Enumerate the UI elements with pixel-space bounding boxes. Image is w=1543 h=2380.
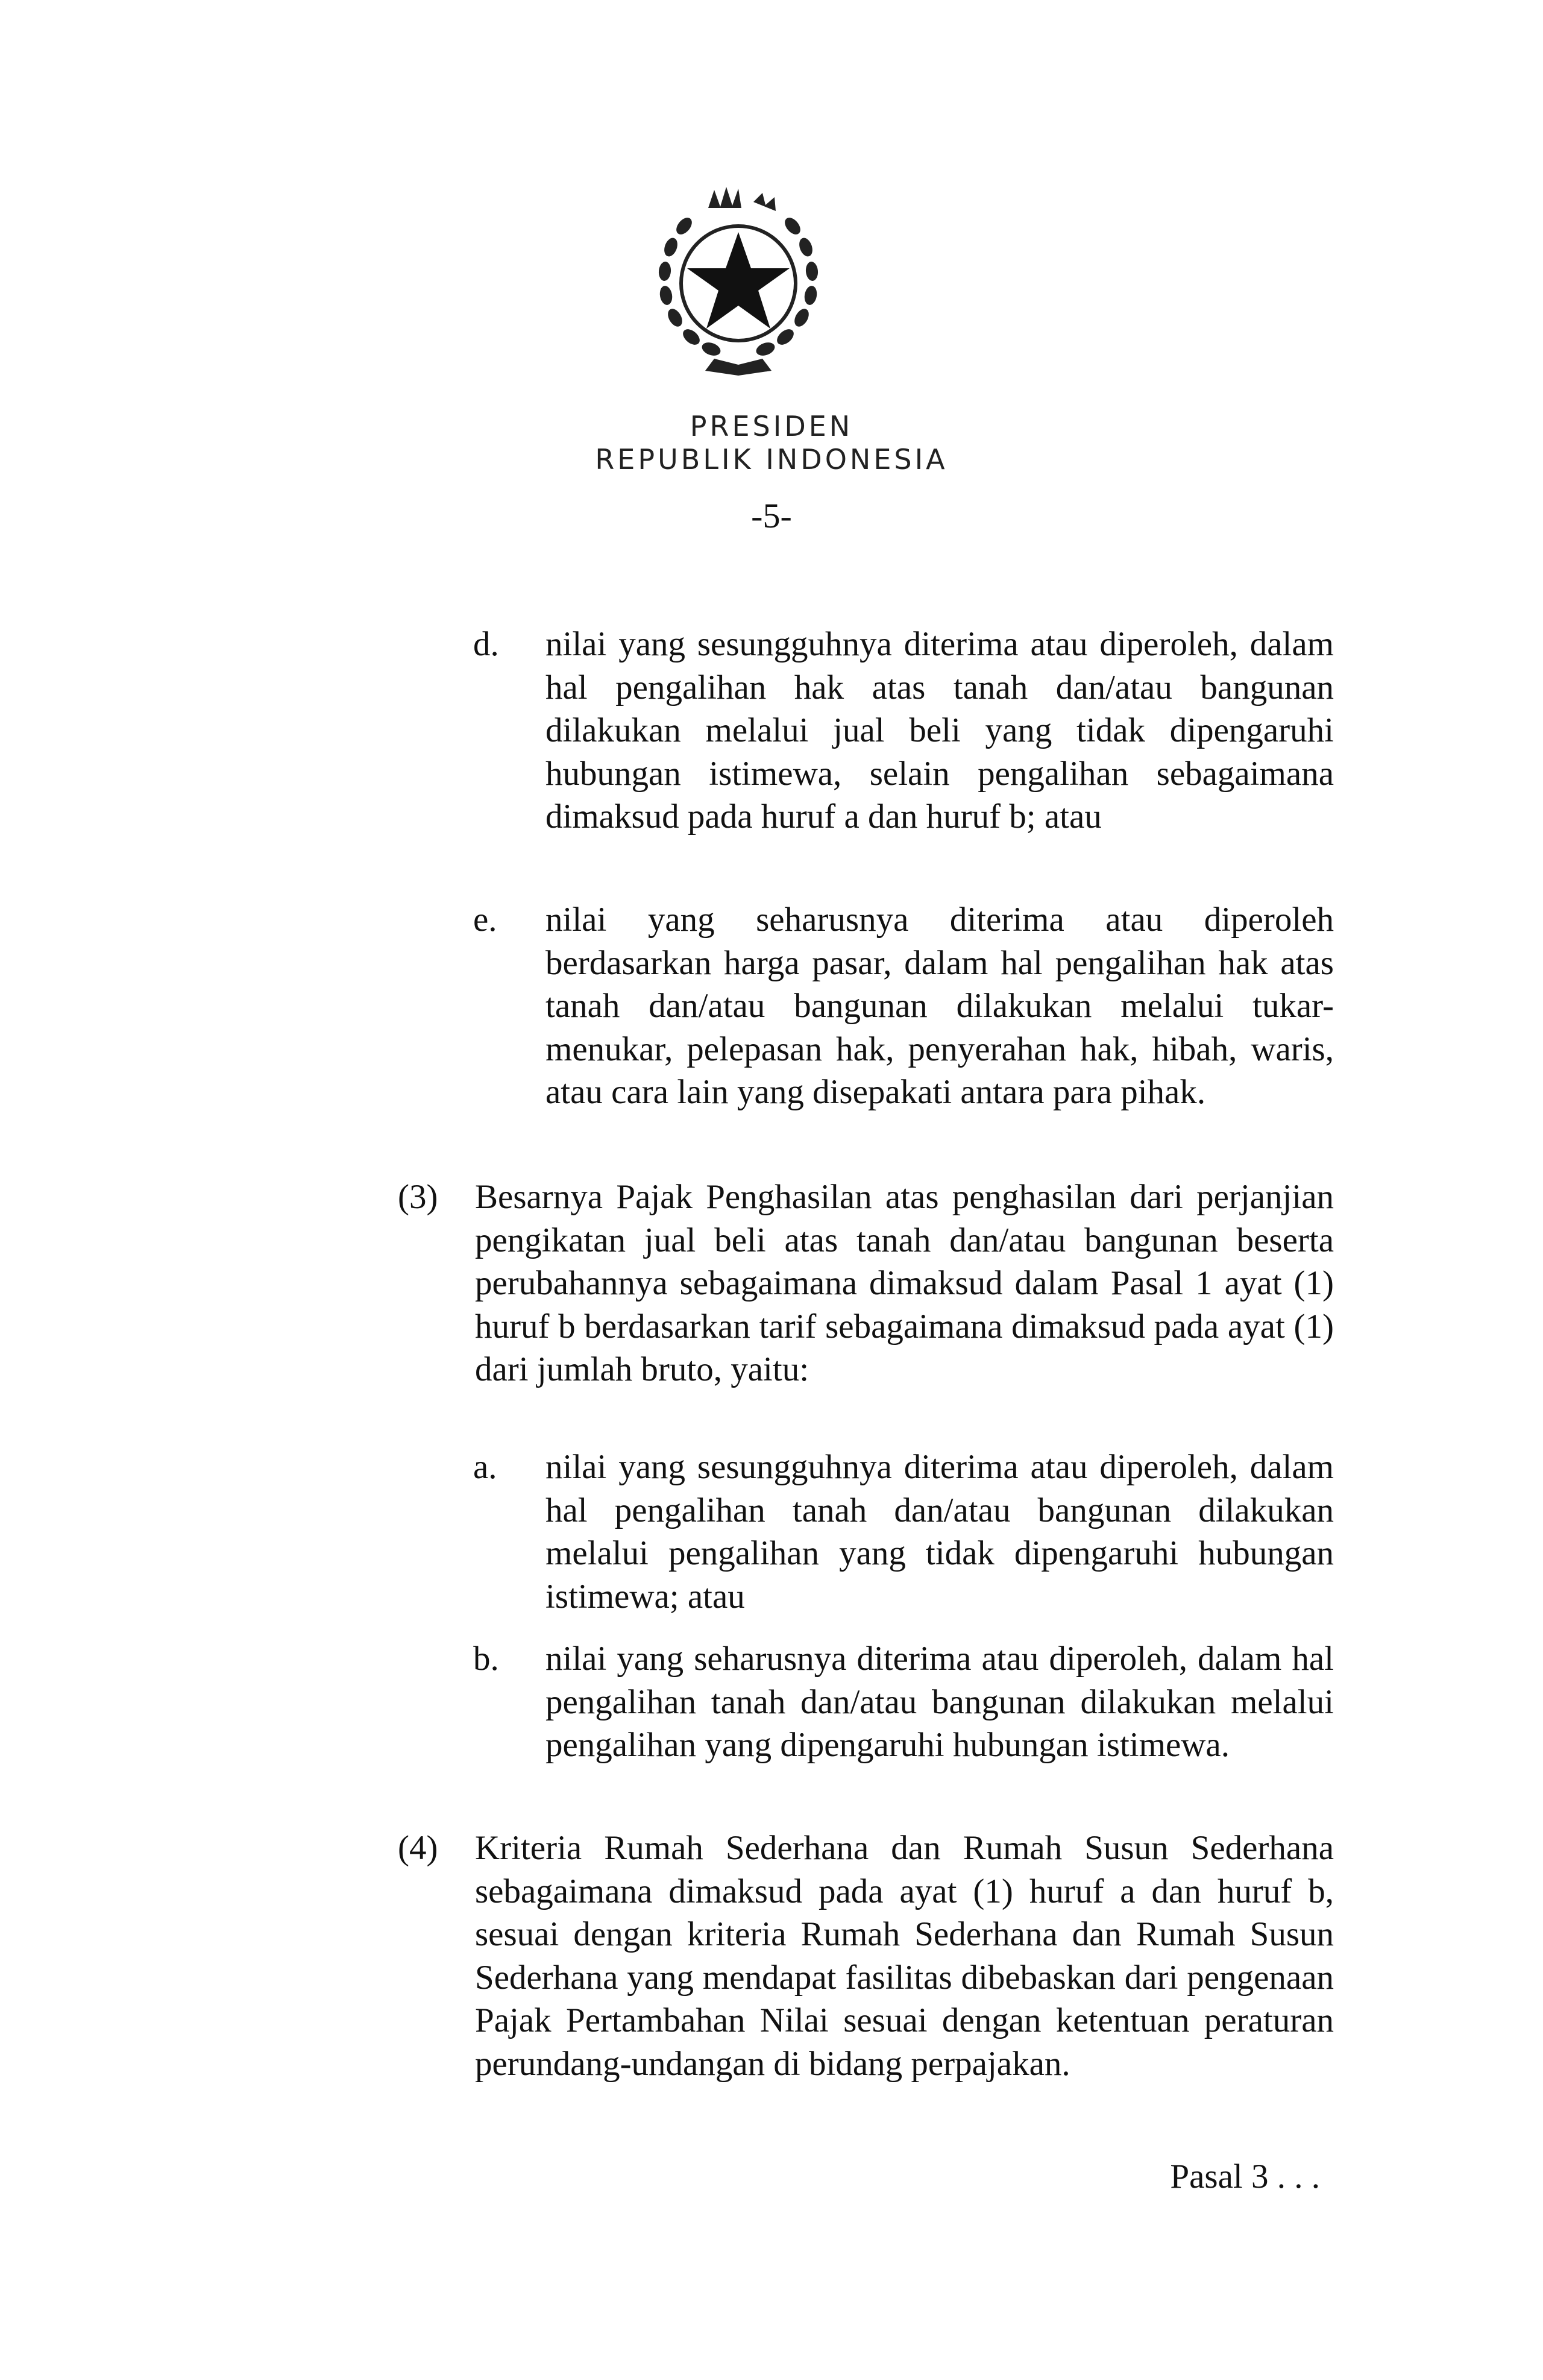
list-item-e [473,898,1334,1114]
list-item-text: nilai yang seharusnya diterima atau diperoleh berdasarkan harga pasar, dalam hal pengalihan hak atas tanah dan/atau bangunan dilakukan melalui tukar-menukar, pelepasan hak, penyerahan hak, hibah, waris, atau cara lain yang disepakati antara para pihak. [545,901,1334,1111]
list-item-a [473,1446,1334,1618]
ayat-marker: (3) [398,1178,438,1216]
garuda-star-emblem-icon [642,184,835,383]
list-marker: a. [473,1448,497,1486]
list-marker: d. [473,625,499,663]
header-presiden: PRESIDEN [690,410,853,442]
list-marker: e. [473,901,497,939]
page-number: -5- [751,496,792,535]
list-item-text: nilai yang seharusnya diterima atau diperoleh, dalam hal pengalihan tanah dan/atau bangunan dilakukan melalui pengalihan yang dipengaruhi hubungan istimewa. [545,1640,1334,1764]
ayat-text: Besarnya Pajak Penghasilan atas penghasilan dari perjanjian pengikatan jual beli atas tanah dan/atau bangunan beserta perubahannya sebagaimana dimaksud dalam Pasal 1 ayat (1) huruf b berdasarkan tarif sebagaimana dimaksud pada ayat (1) dari jumlah bruto, yaitu: [475,1178,1334,1388]
list-item-text: nilai yang sesungguhnya diterima atau diperoleh, dalam hal pengalihan hak atas tanah dan/atau bangunan dilakukan melalui jual beli yang tidak dipengaruhi hubungan istimewa, selain pengalihan sebagaimana dimaksud pada huruf a dan huruf b; atau [545,625,1334,836]
list-marker: b. [473,1640,499,1678]
header-republik-indonesia: REPUBLIK INDONESIA [595,443,948,476]
continuation-note: Pasal 3 . . . [1170,2158,1320,2196]
list-item-text: nilai yang sesungguhnya diterima atau diperoleh, dalam hal pengalihan tanah dan/atau bangunan dilakukan melalui pengalihan yang tidak dipengaruhi hubungan istimewa; atau [545,1448,1334,1616]
ayat-text: Kriteria Rumah Sederhana dan Rumah Susun Sederhana sebagaimana dimaksud pada ayat (1) huruf a dan huruf b, sesuai dengan kriteria Rumah Sederhana dan Rumah Susun Sederhana yang mendapat fasilitas dibebaskan dari pengenaan Pajak Pertambahan Nilai sesuai dengan ketentuan peraturan perundang-undangan di bidang perpajakan. [475,1829,1334,2083]
list-item-d [473,623,1334,839]
list-item-b [473,1637,1334,1767]
ayat-4 [398,1827,1334,2085]
ayat-3 [398,1176,1334,1391]
ayat-marker: (4) [398,1829,438,1867]
